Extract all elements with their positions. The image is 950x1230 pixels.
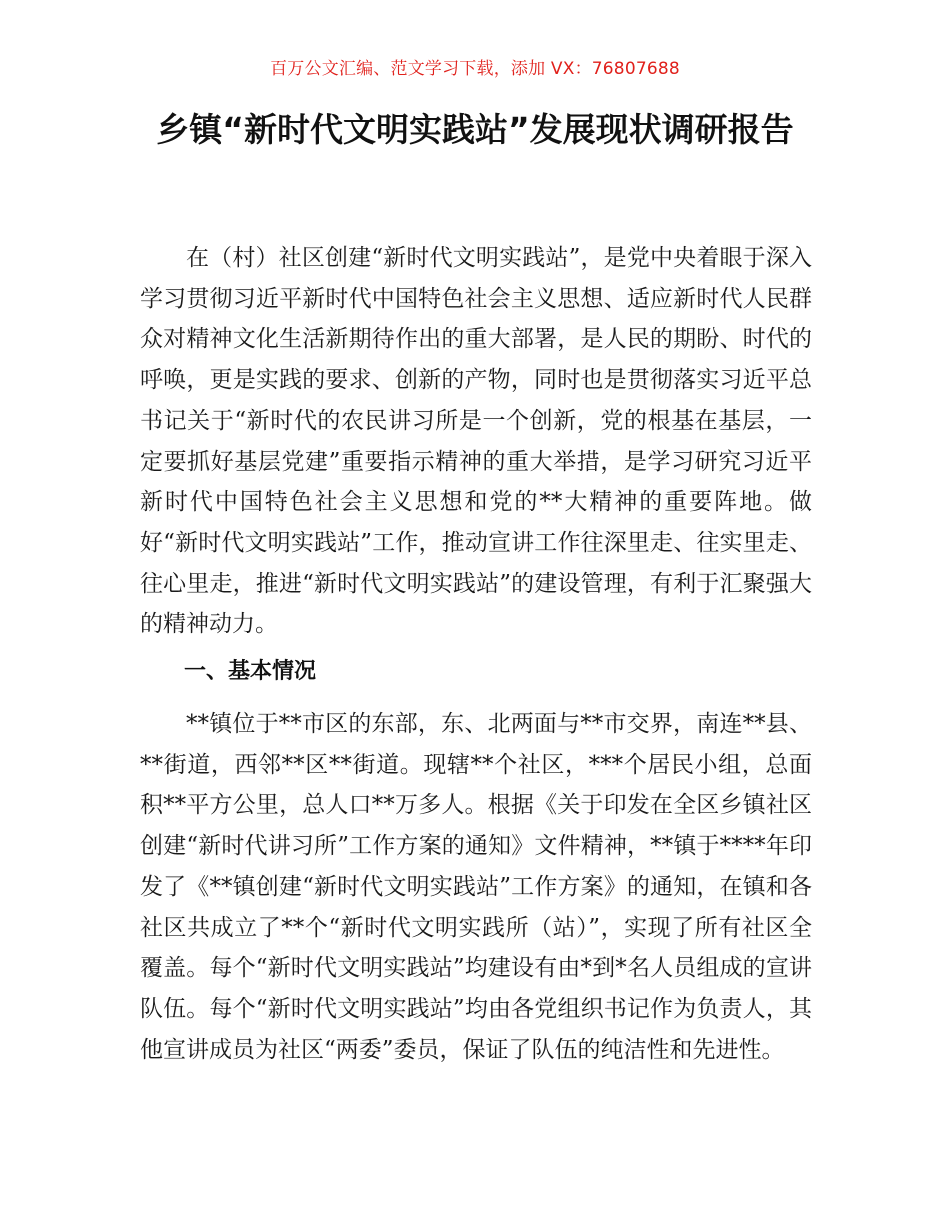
header-banner: 百万公文汇编、范文学习下载，添加 VX：76807688 (270, 59, 680, 79)
section-heading-basic-situation: 一、基本情况 (184, 659, 317, 684)
basic-situation-paragraph: **镇位于**市区的东部，东、北两面与**市交界，南连**县、**街道，西邻**区**街道。现辖**个社区，***个居民小组，总面积**平方公里，总人口**万多人。根据《关于印发在全区乡镇社区创建“新时代讲习所”工作方案的通知》文件精神，**镇于****年印发了《**镇创建“新时代文明实践站”工作方案》的通知，在镇和各社区共成立了**个“新时代文明实践所（站）”，实现了所有社区全覆盖。每个“新时代文明实践站”均建设有由*到*名人员组成的宣讲队伍。每个“新时代文明实践站”均由各党组织书记作为负责人，其他宣讲成员为社区“两委”委员，保证了队伍的纯洁性和先进性。 (140, 711, 812, 1063)
document-title: 乡镇“新时代文明实践站”发展现状调研报告 (156, 110, 794, 149)
intro-paragraph: 在（村）社区创建“新时代文明实践站”，是党中央着眼于深入学习贯彻习近平新时代中国特色社会主义思想、适应新时代人民群众对精神文化生活新期待作出的重大部署，是人民的期盼、时代的呼唤，更是实践的要求、创新的产物，同时也是贯彻落实习近平总书记关于“新时代的农民讲习所是一个创新，党的根基在基层，一定要抓好基层党建”重要指示精神的重大举措，是学习研究习近平新时代中国特色社会主义思想和党的**大精神的重要阵地。做好“新时代文明实践站”工作，推动宣讲工作往深里走、往实里走、往心里走，推进“新时代文明实践站”的建设管理，有利于汇聚强大的精神动力。 (140, 245, 812, 638)
